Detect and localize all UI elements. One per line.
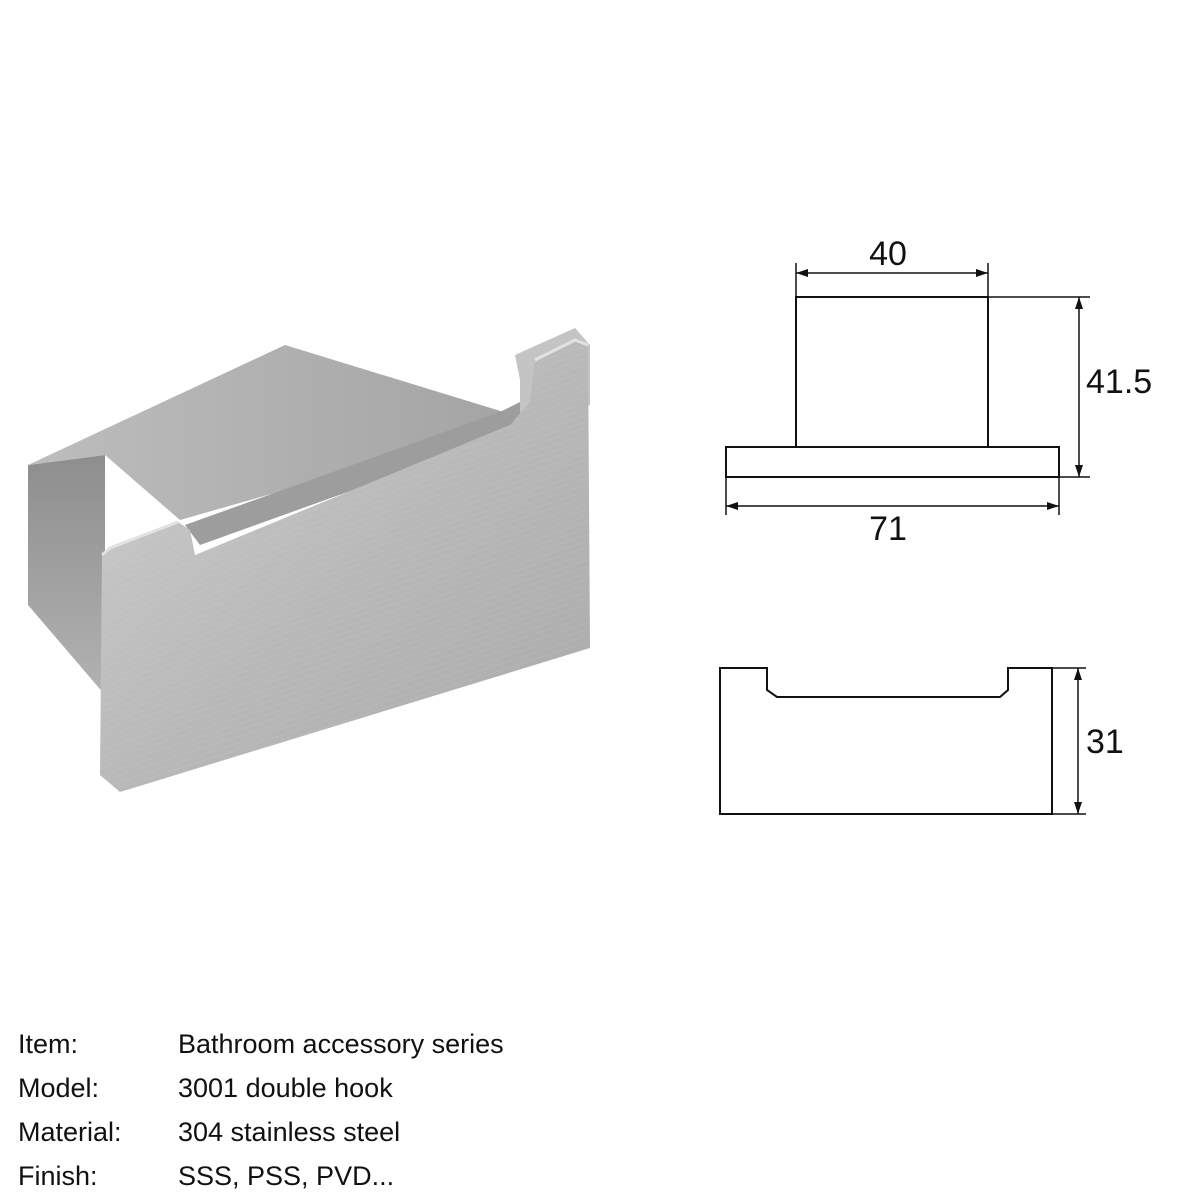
front-view-drawing: [726, 263, 1090, 515]
spec-value: Bathroom accessory series: [178, 1028, 504, 1059]
hook-photo: [28, 328, 590, 792]
front-view-base-plate: [726, 447, 1059, 477]
dim-label-top-width: 40: [869, 235, 907, 273]
front-view-upper-block: [796, 297, 988, 447]
dim-label-depth: 31: [1086, 723, 1124, 761]
spec-row-material: [18, 1110, 504, 1154]
spec-label: Material:: [18, 1116, 122, 1147]
spec-table: [18, 1022, 504, 1198]
spec-row-finish: [18, 1154, 504, 1198]
side-view-drawing: [720, 668, 1086, 814]
spec-row-item: [18, 1022, 504, 1066]
spec-value: 3001 double hook: [178, 1072, 393, 1103]
spec-value: SSS, PSS, PVD...: [178, 1160, 395, 1191]
dim-label-height: 41.5: [1086, 363, 1153, 401]
hook-block-end-face: [28, 455, 105, 695]
side-view-profile: [720, 668, 1052, 814]
spec-value: 304 stainless steel: [178, 1116, 401, 1147]
spec-label: Finish:: [18, 1160, 98, 1191]
spec-label: Item:: [18, 1028, 79, 1059]
dim-label-base-width: 71: [869, 510, 907, 548]
spec-label: Model:: [18, 1072, 100, 1103]
spec-row-model: [18, 1066, 504, 1110]
